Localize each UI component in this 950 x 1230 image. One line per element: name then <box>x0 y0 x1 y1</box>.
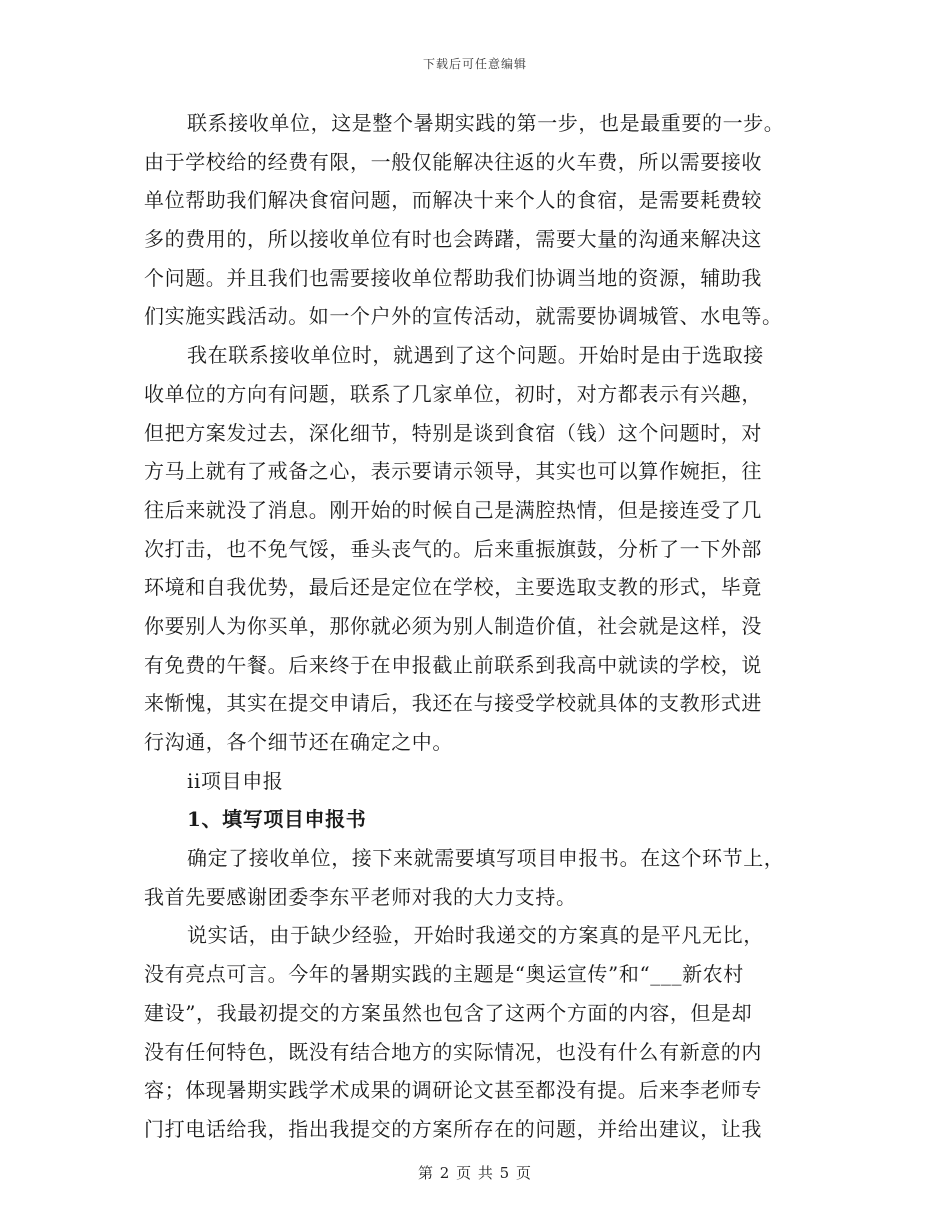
page-number-footer: 第 2 页 共 5 页 <box>418 1164 532 1182</box>
text-line: 往后来就没了消息。刚开始的时候自己是满腔热情，但是接连受了几 <box>144 497 762 522</box>
text-line: 次打击，也不免气馁，垂头丧气的。后来重振旗鼓，分析了一下外部 <box>144 536 762 561</box>
document-body <box>144 104 814 1149</box>
text-line: 联系接收单位，这是整个暑期实践的第一步，也是最重要的一步。 <box>187 111 785 135</box>
text-line: 行沟通，各个细节还在确定之中。 <box>144 730 453 754</box>
text-line: 没有亮点可言。今年的暑期实践的主题是“奥运宣传”和“___新农村 <box>144 962 744 987</box>
text-line: 没有任何特色，既没有结合地方的实际情况，也没有什么有新意的内 <box>144 1039 762 1064</box>
text-line: 你要别人为你买单，那你就必须为别人制造价值，社会就是这样，没 <box>144 613 762 638</box>
text-line: 个问题。并且我们也需要接收单位帮助我们协调当地的资源，辅助我 <box>144 265 762 290</box>
text-line: 多的费用的，所以接收单位有时也会踌躇，需要大量的沟通来解决这 <box>144 227 762 252</box>
text-line: 建设”，我最初提交的方案虽然也包含了这两个方面的内容，但是却 <box>144 1000 753 1025</box>
text-line: 确定了接收单位，接下来就需要填写项目申报书。在这个环节上， <box>187 846 785 871</box>
text-line: 说实话，由于缺少经验，开始时我递交的方案真的是平凡无比， <box>187 923 764 948</box>
page-header: 下载后可任意编辑 <box>422 57 527 71</box>
text-line: 但把方案发过去，深化细节，特别是谈到食宿（钱）这个问题时，对 <box>144 420 762 445</box>
text-line: 容；体现暑期实践学术成果的调研论文甚至都没有提。后来李老师专 <box>144 1078 762 1103</box>
text-line: 环境和自我优势，最后还是定位在学校，主要选取支教的形式，毕竟 <box>144 575 762 600</box>
text-line: 我在联系接收单位时，就遇到了这个问题。开始时是由于选取接 <box>187 343 764 368</box>
text-line: 有免费的午餐。后来终于在申报截止前联系到我高中就读的学校，说 <box>144 652 762 677</box>
text-line: 单位帮助我们解决食宿问题，而解决十来个人的食宿，是需要耗费较 <box>144 188 762 213</box>
text-line: 收单位的方向有问题，联系了几家单位，初时，对方都表示有兴趣， <box>144 381 762 406</box>
text-line: 们实施实践活动。如一个户外的宣传活动，就需要协调城管、水电等。 <box>144 304 783 329</box>
text-line: 我首先要感谢团委李东平老师对我的大力支持。 <box>144 884 577 909</box>
text-line: 由于学校给的经费有限，一般仅能解决往返的火车费，所以需要接收 <box>144 149 762 174</box>
text-line: 门打电话给我，指出我提交的方案所存在的问题，并给出建议，让我 <box>144 1116 762 1141</box>
text-line: 来惭愧，其实在提交申请后，我还在与接受学校就具体的支教形式进 <box>144 691 762 716</box>
text-line: 方马上就有了戒备之心，表示要请示领导，其实也可以算作婉拒，往 <box>144 459 762 484</box>
text-line: ii项目申报 <box>187 768 284 793</box>
section-heading: 1、填写项目申报书 <box>187 807 367 832</box>
